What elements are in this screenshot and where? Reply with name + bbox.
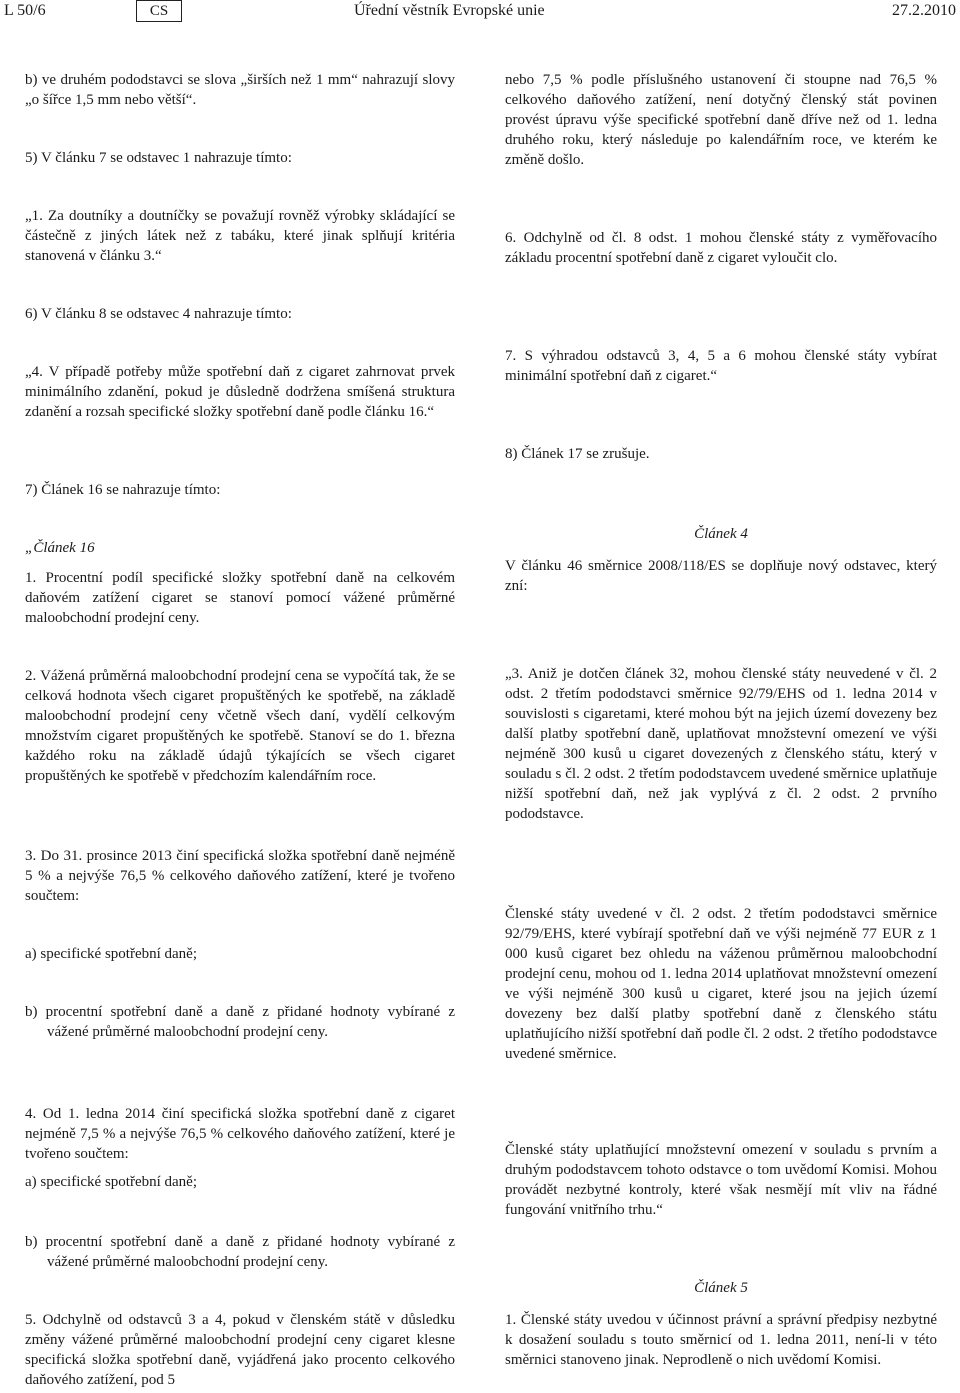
paragraph: 6. Odchylně od čl. 8 odst. 1 mohou členské státy z vyměřovacího základu procentní spotřební daně z cigaret vyloučit clo.	[505, 230, 937, 266]
paragraph: 4. Od 1. ledna 2014 činí specifická složka spotřební daně z cigaret nejméně 7,5 % a nejvýše 76,5 % celkového daňového zatížení, které je tvořeno součtem:	[25, 1106, 455, 1162]
quoted-paragraph: „3. Aniž je dotčen článek 32, mohou členské státy neuvedené v čl. 2 odst. 2 třetím pododstavci směrnice 92/79/EHS od 1. ledna 2014 v souvislosti s cigaretami, které mohou být na jejich území dovezeny bez další platby spotřební daně, uplatňovat množstevní omezení ve výši nejméně 300 kusů u cigaret dovezených z členského státu, který v souladu s čl. 2 odst. 2 třetím pododstavcem uvedené směrnice uplatňuje nižší spotřební daň, než jak vyplývá z čl. 2 odst. 2 prvního pododstavce.	[505, 666, 937, 822]
paragraph: 3. Do 31. prosince 2013 činí specifická složka spotřební daně nejméně 5 % a nejvýše 76,5 % celkového daňového zatížení, které je tvořeno součtem:	[25, 848, 455, 904]
list-item: b) procentní spotřební daně a daně z přidané hodnoty vybírané z vážené průměrné maloobchodní prodejní ceny.	[25, 1004, 455, 1040]
paragraph: 7. S výhradou odstavců 3, 4, 5 a 6 mohou členské státy vybírat minimální spotřební daň z cigaret.“	[505, 348, 937, 384]
paragraph: 5) V článku 7 se odstavec 1 nahrazuje tímto:	[25, 150, 292, 166]
article-heading: Článek 5	[694, 1280, 748, 1296]
paragraph: b) ve druhém pododstavci se slova „širších než 1 mm“ nahrazují slovy „o šířce 1,5 mm nebo větší“.	[25, 72, 455, 108]
paragraph: nebo 7,5 % podle příslušného ustanovení či stoupne nad 76,5 % celkového daňového zatížení, není dotyčný členský stát povinen provést úpravu výše specifické spotřební daně dříve než od 1. ledna druhého roku, který následuje po kalendářním roce, ve kterém ke změně došlo.	[505, 72, 937, 168]
paragraph: V článku 46 směrnice 2008/118/ES se doplňuje nový odstavec, který zní:	[505, 558, 937, 594]
publication-date: 27.2.2010	[892, 2, 956, 19]
journal-title: Úřední věstník Evropské unie	[354, 2, 545, 19]
paragraph: Členské státy uvedené v čl. 2 odst. 2 třetím pododstavci směrnice 92/79/EHS, které vybírají spotřební daň ve výši nejméně 77 EUR z 1 000 kusů cigaret bez ohledu na váženou průměrnou maloobchodní prodejní cenu, mohou od 1. ledna 2014 uplatňovat množstevní omezení ve výši nejméně 300 kusů u cigaret, které jsou na jejich území dovezeny bez další platby spotřební daně z členského státu uplatňujícího nižší spotřební daň podle čl. 2 odst. 2 třetího pododstavce uvedené směrnice.	[505, 906, 937, 1062]
quoted-paragraph: „4. V případě potřeby může spotřební daň z cigaret zahrnovat prvek minimálního zdanění, pokud je důsledně dodržena smíšená struktura zdanění a rozsah specifické složky spotřební daně podle článku 16.“	[25, 364, 455, 420]
page-header	[0, 0, 960, 26]
list-item: a) specifické spotřební daně;	[25, 946, 198, 962]
language-badge: CS	[136, 0, 182, 22]
paragraph: 2. Vážená průměrná maloobchodní prodejní cena se vypočítá tak, že se celková hodnota všech cigaret propuštěných ke spotřebě, na základě maloobchodní prodejní ceny včetně všech daní, vydělí celkovým množstvím cigaret propuštěných ke spotřebě. Stanoví se do 1. března každého roku na základě údajů týkajících se všech cigaret propuštěných ke spotřebě v předchozím kalendářním roce.	[25, 668, 455, 784]
paragraph: 1. Členské státy uvedou v účinnost právní a správní předpisy nezbytné k dosažení souladu s touto směrnicí od 1. ledna 2011, není-li v této směrnici stanoveno jinak. Neprodleně o nich uvědomí Komisi.	[505, 1312, 937, 1368]
list-item: a) specifické spotřební daně;	[25, 1174, 198, 1190]
paragraph: 8) Článek 17 se zrušuje.	[505, 446, 650, 462]
paragraph: Členské státy uplatňující množstevní omezení v souladu s prvním a druhým pododstavcem tohoto odstavce o tom uvědomí Komisi. Mohou provádět nezbytné kontroly, které však nesmějí mít vliv na řádné fungování vnitřního trhu.“	[505, 1142, 937, 1218]
article-heading: Článek 4	[694, 526, 748, 542]
paragraph: 1. Procentní podíl specifické složky spotřební daně na celkovém daňovém zatížení cigaret se stanoví pomocí vážené průměrné maloobchodní prodejní ceny.	[25, 570, 455, 626]
page-number: L 50/6	[4, 2, 46, 19]
list-item: b) procentní spotřební daně a daně z přidané hodnoty vybírané z vážené průměrné maloobchodní prodejní ceny.	[25, 1234, 455, 1270]
article-heading: „Článek 16	[25, 540, 95, 556]
quoted-paragraph: „1. Za doutníky a doutníčky se považují rovněž výrobky skládající se částečně z jiných látek než z tabáku, které jinak splňují kritéria stanovená v článku 3.“	[25, 208, 455, 264]
paragraph: 7) Článek 16 se nahrazuje tímto:	[25, 482, 221, 498]
paragraph: 5. Odchylně od odstavců 3 a 4, pokud v členském státě v důsledku změny vážené průměrné maloobchodní prodejní ceny cigaret klesne specifická složka spotřební daně, vyjádřená jako procento celkového daňového zatížení, pod 5	[25, 1312, 455, 1388]
paragraph: 6) V článku 8 se odstavec 4 nahrazuje tímto:	[25, 306, 292, 322]
